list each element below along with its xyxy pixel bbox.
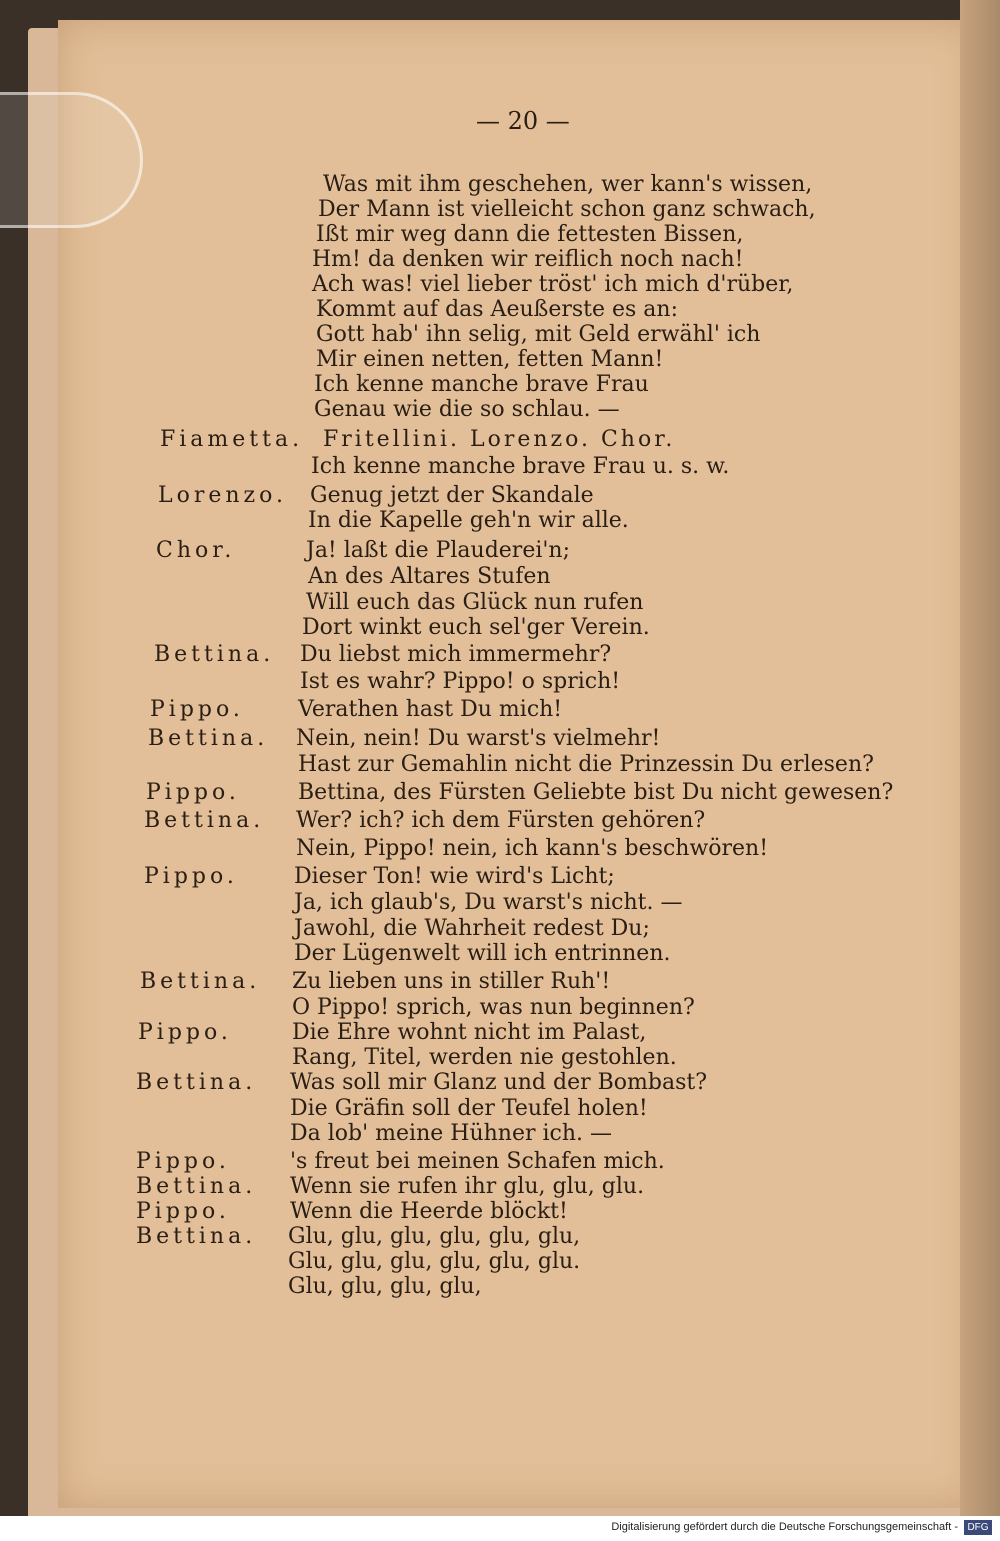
verse-line: Die Ehre wohnt nicht im Palast, [292,1020,647,1045]
verse-line: O Pippo! sprich, was nun beginnen? [292,995,695,1020]
speaker-name: Bettina. [148,726,269,751]
verse-line: Dieser Ton! wie wird's Licht; [294,864,615,889]
verse-line: Was soll mir Glanz und der Bombast? [290,1070,708,1095]
speaker-name: Pippo. [146,780,240,805]
verse-line: Ach was! viel lieber tröst' ich mich d'rüber, [312,272,794,297]
verse-line: Nein, Pippo! nein, ich kann's beschwören! [296,836,769,861]
speaker-name: Pippo. [138,1020,232,1045]
speaker-name: Bettina. [136,1174,257,1199]
verse-line: Glu, glu, glu, glu, [288,1274,482,1299]
verse-line: Du liebst mich immermehr? [300,642,612,667]
speaker-name: Chor. [156,538,236,563]
verse-line: Der Lügenwelt will ich entrinnen. [294,941,671,966]
verse-line: An des Altares Stufen [308,564,551,589]
verse-line: Kommt auf das Aeußerste es an: [316,297,679,322]
verse-line: Fritellini. Lorenzo. Chor. [323,427,676,452]
verse-line: Da lob' meine Hühner ich. — [290,1121,612,1146]
verse-line: Rang, Titel, werden nie gestohlen. [292,1045,677,1070]
speaker-name: Bettina. [136,1070,257,1095]
verse-line: Ja! laßt die Plauderei'n; [306,538,571,563]
verse-line: Dort winkt euch sel'ger Verein. [302,615,650,640]
verse-line: Glu, glu, glu, glu, glu, glu, [288,1224,581,1249]
verse-line: 's freut bei meinen Schafen mich. [290,1149,665,1174]
verse-line: Ißt mir weg dann die fettesten Bissen, [316,222,744,247]
verse-line: Verathen hast Du mich! [298,697,563,722]
verse-line: Ist es wahr? Pippo! o sprich! [300,669,621,694]
speaker-name: Pippo. [136,1149,230,1174]
verse-line: Ja, ich glaub's, Du warst's nicht. — [294,890,683,915]
verse-line: Was mit ihm geschehen, wer kann's wissen, [323,172,813,197]
verse-line: Zu lieben uns in stiller Ruh'! [292,969,611,994]
dfg-logo-icon: DFG [964,1520,992,1535]
verse-line: Genug jetzt der Skandale [310,483,594,508]
verse-line: Wer? ich? ich dem Fürsten gehören? [296,808,706,833]
speaker-name: Bettina. [136,1224,257,1249]
verse-line: Wenn sie rufen ihr glu, glu, glu. [290,1174,645,1199]
speaker-name: Pippo. [150,697,244,722]
verse-line: Bettina, des Fürsten Geliebte bist Du nicht gewesen? [298,780,894,805]
speaker-name: Fiametta. [160,427,304,452]
speaker-name: Bettina. [140,969,261,994]
verse-line: Die Gräfin soll der Teufel holen! [290,1096,648,1121]
verse-line: Gott hab' ihn selig, mit Geld erwähl' ich [316,322,761,347]
verse-line: Genau wie die so schlau. — [314,397,620,422]
page-number: — 20 — [476,107,570,135]
verse-line: Jawohl, die Wahrheit redest Du; [294,916,650,941]
speaker-name: Pippo. [136,1199,230,1224]
speaker-name: Bettina. [154,642,275,667]
verse-line: Will euch das Glück nun rufen [306,590,644,615]
verse-line: Ich kenne manche brave Frau u. s. w. [311,454,730,479]
verse-line: Nein, nein! Du warst's vielmehr! [296,726,661,751]
speaker-name: Lorenzo. [158,483,288,508]
verse-line: Hast zur Gemahlin nicht die Prinzessin Du erlesen? [298,752,874,777]
verse-line: Der Mann ist vielleicht schon ganz schwach, [318,197,816,222]
verse-line: In die Kapelle geh'n wir alle. [308,508,629,533]
footer-credit: Digitalisierung gefördert durch die Deutsche Forschungsgemeinschaft - [611,1521,958,1533]
speaker-name: Bettina. [144,808,265,833]
verse-line: Ich kenne manche brave Frau [314,372,649,397]
verse-line: Glu, glu, glu, glu, glu, glu. [288,1249,581,1274]
verse-line: Mir einen netten, fetten Mann! [316,347,664,372]
verse-line: Hm! da denken wir reiflich noch nach! [312,247,744,272]
verse-line: Wenn die Heerde blöckt! [290,1199,568,1224]
speaker-name: Pippo. [144,864,238,889]
footer-bar [0,1516,1000,1541]
